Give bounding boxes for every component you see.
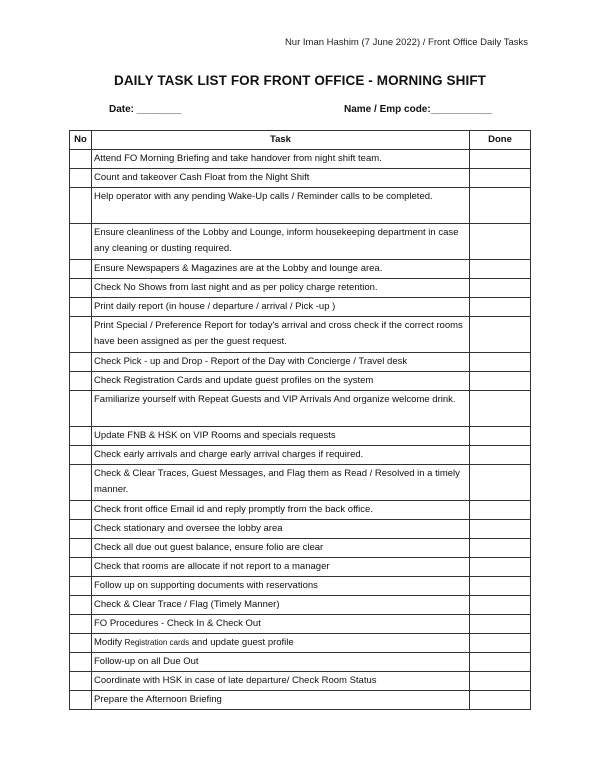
row-done-checkbox[interactable] xyxy=(470,615,531,634)
table-row xyxy=(70,317,531,353)
row-task: Coordinate with HSK in case of late departure/ Check Room Status xyxy=(92,672,470,691)
row-task: Help operator with any pending Wake-Up calls / Reminder calls to be completed. xyxy=(92,188,470,224)
row-done-checkbox[interactable] xyxy=(470,169,531,188)
row-no xyxy=(70,634,92,653)
table-row xyxy=(70,465,531,501)
table-row xyxy=(70,558,531,577)
row-no xyxy=(70,317,92,353)
emp-code-field-label: Name / Emp code:___________ xyxy=(344,104,492,115)
row-done-checkbox[interactable] xyxy=(470,577,531,596)
row-done-checkbox[interactable] xyxy=(470,188,531,224)
header-task: Task xyxy=(92,131,470,150)
table-row xyxy=(70,298,531,317)
table-row xyxy=(70,427,531,446)
row-no xyxy=(70,260,92,279)
table-row xyxy=(70,691,531,710)
row-task xyxy=(92,634,470,653)
row-no xyxy=(70,353,92,372)
row-no xyxy=(70,427,92,446)
row-no xyxy=(70,615,92,634)
row-done-checkbox[interactable] xyxy=(470,501,531,520)
row-task: Check No Shows from last night and as per policy charge retention. xyxy=(92,279,470,298)
row-no xyxy=(70,558,92,577)
row-done-checkbox[interactable] xyxy=(470,260,531,279)
table-row xyxy=(70,596,531,615)
row-no xyxy=(70,520,92,539)
table-row xyxy=(70,653,531,672)
table-row xyxy=(70,634,531,653)
table-row xyxy=(70,615,531,634)
row-task: Check stationary and oversee the lobby area xyxy=(92,520,470,539)
row-task: Familiarize yourself with Repeat Guests and VIP Arrivals And organize welcome drink. xyxy=(92,391,470,427)
row-no xyxy=(70,446,92,465)
row-task: Follow-up on all Due Out xyxy=(92,653,470,672)
header-note: Nur Iman Hashim (7 June 2022) / Front Office Daily Tasks xyxy=(284,37,528,48)
row-task: Check front office Email id and reply promptly from the back office. xyxy=(92,501,470,520)
row-no xyxy=(70,465,92,501)
row-done-checkbox[interactable] xyxy=(470,224,531,260)
row-done-checkbox[interactable] xyxy=(470,539,531,558)
table-row xyxy=(70,279,531,298)
page-title: DAILY TASK LIST FOR FRONT OFFICE - MORNING SHIFT xyxy=(113,73,487,88)
row-no xyxy=(70,653,92,672)
row-task-small-text: Registration cards xyxy=(124,638,190,647)
table-row xyxy=(70,539,531,558)
task-table xyxy=(69,130,531,710)
row-done-checkbox[interactable] xyxy=(470,372,531,391)
row-done-checkbox[interactable] xyxy=(470,465,531,501)
table-row xyxy=(70,577,531,596)
table-row xyxy=(70,260,531,279)
table-row xyxy=(70,391,531,427)
table-row xyxy=(70,188,531,224)
row-done-checkbox[interactable] xyxy=(470,150,531,169)
table-row xyxy=(70,372,531,391)
row-no xyxy=(70,150,92,169)
row-no xyxy=(70,391,92,427)
row-done-checkbox[interactable] xyxy=(470,353,531,372)
row-task: Follow up on supporting documents with reservations xyxy=(92,577,470,596)
row-task: Check & Clear Trace / Flag (Timely Manner) xyxy=(92,596,470,615)
table-row xyxy=(70,224,531,260)
row-done-checkbox[interactable] xyxy=(470,279,531,298)
table-row xyxy=(70,520,531,539)
table-row xyxy=(70,672,531,691)
row-task: Check Pick - up and Drop - Report of the Day with Concierge / Travel desk xyxy=(92,353,470,372)
table-header-row xyxy=(70,131,531,150)
row-done-checkbox[interactable] xyxy=(470,653,531,672)
row-no xyxy=(70,224,92,260)
table-row xyxy=(70,150,531,169)
row-task: Attend FO Morning Briefing and take handover from night shift team. xyxy=(92,150,470,169)
row-task: Print Special / Preference Report for today's arrival and cross check if the correct rooms have been assigned as per the guest request. xyxy=(92,317,470,353)
row-done-checkbox[interactable] xyxy=(470,558,531,577)
row-task: Check that rooms are allocate if not report to a manager xyxy=(92,558,470,577)
row-task-prefix: Modify xyxy=(94,637,125,648)
row-no xyxy=(70,539,92,558)
row-done-checkbox[interactable] xyxy=(470,596,531,615)
row-task: Check early arrivals and charge early arrival charges if required. xyxy=(92,446,470,465)
row-no xyxy=(70,298,92,317)
row-no xyxy=(70,501,92,520)
row-done-checkbox[interactable] xyxy=(470,634,531,653)
row-done-checkbox[interactable] xyxy=(470,672,531,691)
row-task: Check all due out guest balance, ensure folio are clear xyxy=(92,539,470,558)
row-task: Check & Clear Traces, Guest Messages, and Flag them as Read / Resolved in a timely manner. xyxy=(92,465,470,501)
row-no xyxy=(70,577,92,596)
row-task-suffix: and update guest profile xyxy=(189,637,294,648)
table-row xyxy=(70,353,531,372)
row-no xyxy=(70,279,92,298)
table-row xyxy=(70,501,531,520)
row-task: Prepare the Afternoon Briefing xyxy=(92,691,470,710)
row-task: Print daily report (in house / departure / arrival / Pick -up ) xyxy=(92,298,470,317)
row-no xyxy=(70,672,92,691)
row-task: FO Procedures - Check In & Check Out xyxy=(92,615,470,634)
row-no xyxy=(70,372,92,391)
row-done-checkbox[interactable] xyxy=(470,427,531,446)
header-no: No xyxy=(70,131,92,150)
row-no xyxy=(70,691,92,710)
row-done-checkbox[interactable] xyxy=(470,391,531,427)
table-row xyxy=(70,169,531,188)
row-done-checkbox[interactable] xyxy=(470,691,531,710)
row-no xyxy=(70,596,92,615)
row-done-checkbox[interactable] xyxy=(470,317,531,353)
row-task: Count and takeover Cash Float from the Night Shift xyxy=(92,169,470,188)
header-done: Done xyxy=(470,131,531,150)
row-done-checkbox[interactable] xyxy=(470,446,531,465)
row-task: Ensure cleanliness of the Lobby and Lounge, inform housekeeping department in case any cleaning or dusting required. xyxy=(92,224,470,260)
row-no xyxy=(70,169,92,188)
date-field-label: Date: ________ xyxy=(109,104,182,115)
row-task: Check Registration Cards and update guest profiles on the system xyxy=(92,372,470,391)
table-row xyxy=(70,446,531,465)
row-done-checkbox[interactable] xyxy=(470,298,531,317)
row-task: Update FNB & HSK on VIP Rooms and specials requests xyxy=(92,427,470,446)
row-task: Ensure Newspapers & Magazines are at the Lobby and lounge area. xyxy=(92,260,470,279)
row-no xyxy=(70,188,92,224)
row-done-checkbox[interactable] xyxy=(470,520,531,539)
